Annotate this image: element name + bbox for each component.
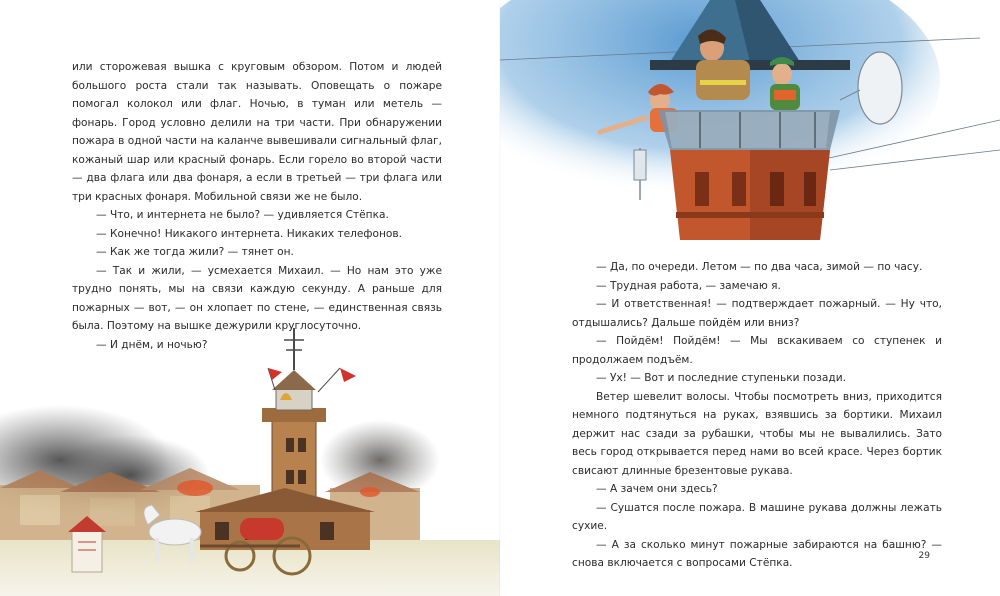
dialogue-line: — Конечно! Никакого интернета. Никаких телефонов.: [96, 227, 402, 240]
page-number: 29: [918, 551, 930, 561]
dialogue-line: — Как же тогда жили? — тянет он.: [96, 246, 294, 258]
fire-tower-illustration: [0, 310, 500, 596]
dialogue-line: — А за сколько минут пожарные забираются на башню? — снова включается с вопросами Стёпка.: [572, 538, 942, 569]
watchtower-top-illustration: [500, 0, 1000, 250]
dialogue-line: — И днём, и ночью?: [96, 338, 208, 351]
dialogue-line: — Да, по очереди. Летом — по два часа, зимой — по часу.: [596, 261, 923, 273]
dialogue-line: — Что, и интернета не было? — удивляется Стёпка.: [96, 209, 389, 221]
dialogue-line: — Ух! — Вот и последние ступеньки позади.: [596, 372, 846, 384]
right-page-text: [572, 258, 942, 573]
paragraph: Ветер шевелит волосы. Чтобы посмотреть вниз, приходится немного подтянуться на руках, взявшись за бортики. Михаил держит нас сзади за рубашки, чтобы мы не вывалились. Зато весь город открывается перед нами во всей красе. Через бортик свисают длинные брезентовые рукава.: [572, 390, 942, 477]
dialogue-line: — Так и жили, — усмехается Михаил. — Но нам это уже трудно понять, мы на связи каждую секунду. А раньше для пожарных — вот, — он хлопает по стене, — единственная связь была. Поэтому на вышке дежурили круглосуточно.: [72, 264, 442, 332]
paragraph: или сторожевая вышка с круговым обзором. Потом и людей большого роста стали так называть. Оповещать о пожаре помогал колокол или флаг. Ночью, в туман или метель — фонарь. Город условно делили на три части. При обнаружении пожара в одной части на каланче вывешивали сигнальный флаг, кожаный шар или красный фонарь. Если горело во второй части — два флага или два фонаря, а если в третьей — три флага или три красных фонаря. Мобильной связи же не было.: [72, 61, 442, 203]
dialogue-line: — И ответственная! — подтверждает пожарный. — Ну что, отдышались? Дальше пойдём или вниз?: [572, 298, 942, 329]
dialogue-line: — Сушатся после пожара. В машине рукава должны лежать сухие.: [572, 501, 942, 532]
right-page: [500, 0, 1000, 596]
dialogue-line: — А зачем они здесь?: [596, 483, 718, 495]
dialogue-line: — Трудная работа, — замечаю я.: [596, 279, 781, 292]
dialogue-line: — Пойдём! Пойдём! — Мы вскакиваем со ступенек и продолжаем подъём.: [572, 335, 942, 366]
